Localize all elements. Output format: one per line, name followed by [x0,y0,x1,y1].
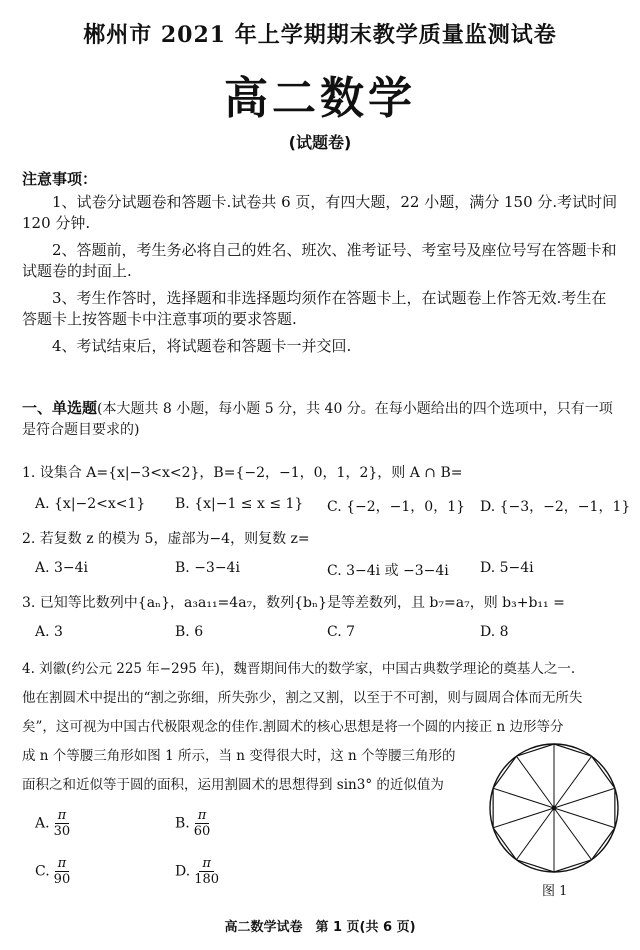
question-3-option-d: D. 8 [480,624,509,640]
notice-item-2: 2、答题前，考生务必将自己的姓名、班次、准考证号、考室号及座位号写在答题卡和试题卷的封面上. [22,241,617,280]
section-one-title: 一、单选题 [22,399,98,417]
subject-title: 高二数学 [224,73,416,124]
notice-item-3: 3、考生作答时，选择题和非选择题均须作在答题卡上，在试题卷上作答无效.考生在答题卡上按答题卡中注意事项的要求答题. [22,289,607,328]
figure-1-inscribed-polygon [484,738,624,878]
question-1-option-c: C. {−2，−1，0，1} [327,499,466,515]
radius-line [554,756,592,808]
question-4-line-1: 4. 刘徽(约公元 225 年−295 年)，魏晋期间伟大的数学家，中国古典数学理论的奠基人之一. [22,661,576,677]
question-4-line-3: 矣”，这可视为中国古代极限观念的佳作.割圆术的核心思想是将一个圆的内接正 n 边形等分 [22,719,564,735]
radius-line [493,808,554,828]
question-4-line-5: 面积之和近似等于圆的面积，运用割圆术的思想得到 sin3° 的近似值为 [22,777,444,793]
question-2-option-a: A. 3−4i [35,560,89,576]
question-4-line-4: 成 n 个等腰三角形如图 1 所示，当 n 变得很大时，这 n 个等腰三角形的 [22,748,456,764]
question-2-option-b: B. −3−4i [175,560,240,576]
exam-title-line: 郴州市 2021 年上学期期末教学质量监测试卷 [83,22,557,48]
paper-subtitle: (试题卷) [288,133,352,152]
center-point [552,806,557,811]
question-1-option-a: A. {x|−2<x<1} [35,496,146,512]
figure-1-caption: 图 1 [542,884,568,899]
radius-line [554,808,592,860]
radius-line [516,756,554,808]
question-3-option-a: A. 3 [35,624,63,640]
notice-heading: 注意事项： [22,170,98,188]
question-2-stem: 2. 若复数 z 的模为 5，虚部为−4，则复数 z= [22,531,310,547]
radius-line [554,788,615,808]
notice-item-1: 1、试卷分试题卷和答题卡.试卷共 6 页，有四大题，22 小题，满分 150 分.考试时间 120 分钟. [22,193,618,232]
question-4-option-a: A. $\frac{\pi}{30}$ [35,808,71,839]
question-4-line-2: 他在割圆术中提出的“割之弥细，所失弥少，割之又割，以至于不可割，则与圆周合体而无所失 [22,690,583,706]
question-4-option-d: D. $\frac{\pi}{180}$ [175,856,220,887]
polygon-triangles [493,744,615,872]
page-footer: 高二数学试卷 第 1 页(共 6 页) [224,920,416,935]
question-2-option-d: D. 5−4i [480,560,534,576]
question-1-option-d: D. {−3，−2，−1，1} [480,499,631,515]
question-2-option-c: C. 3−4i 或 −3−4i [327,563,449,579]
notice-item-4: 4、考试结束后，将试题卷和答题卡一并交回. [52,337,352,355]
question-3-stem: 3. 已知等比数列中{aₙ}，a₃a₁₁=4a₇，数列{bₙ}是等差数列，且 b₇=a₇，则 b₃+b₁₁ = [22,595,565,611]
radius-line [516,808,554,860]
question-4-option-c: C. $\frac{\pi}{90}$ [35,856,71,887]
question-3-option-b: B. 6 [175,624,204,640]
question-4-option-b: B. $\frac{\pi}{60}$ [175,808,211,839]
section-one-desc: (本大题共 8 小题，每小题 5 分，共 40 分。在每小题给出的四个选项中，只有一项是符合题目要求的) [22,401,613,438]
section-one [22,398,620,441]
radius-line [493,788,554,808]
question-1-stem: 1. 设集合 A={x|−3<x<2}，B={−2，−1，0，1，2}，则 A ∩ B= [22,465,463,481]
radius-line [554,808,615,828]
question-1-option-b: B. {x|−1 ≤ x ≤ 1} [175,496,304,512]
question-3-option-c: C. 7 [327,624,356,640]
